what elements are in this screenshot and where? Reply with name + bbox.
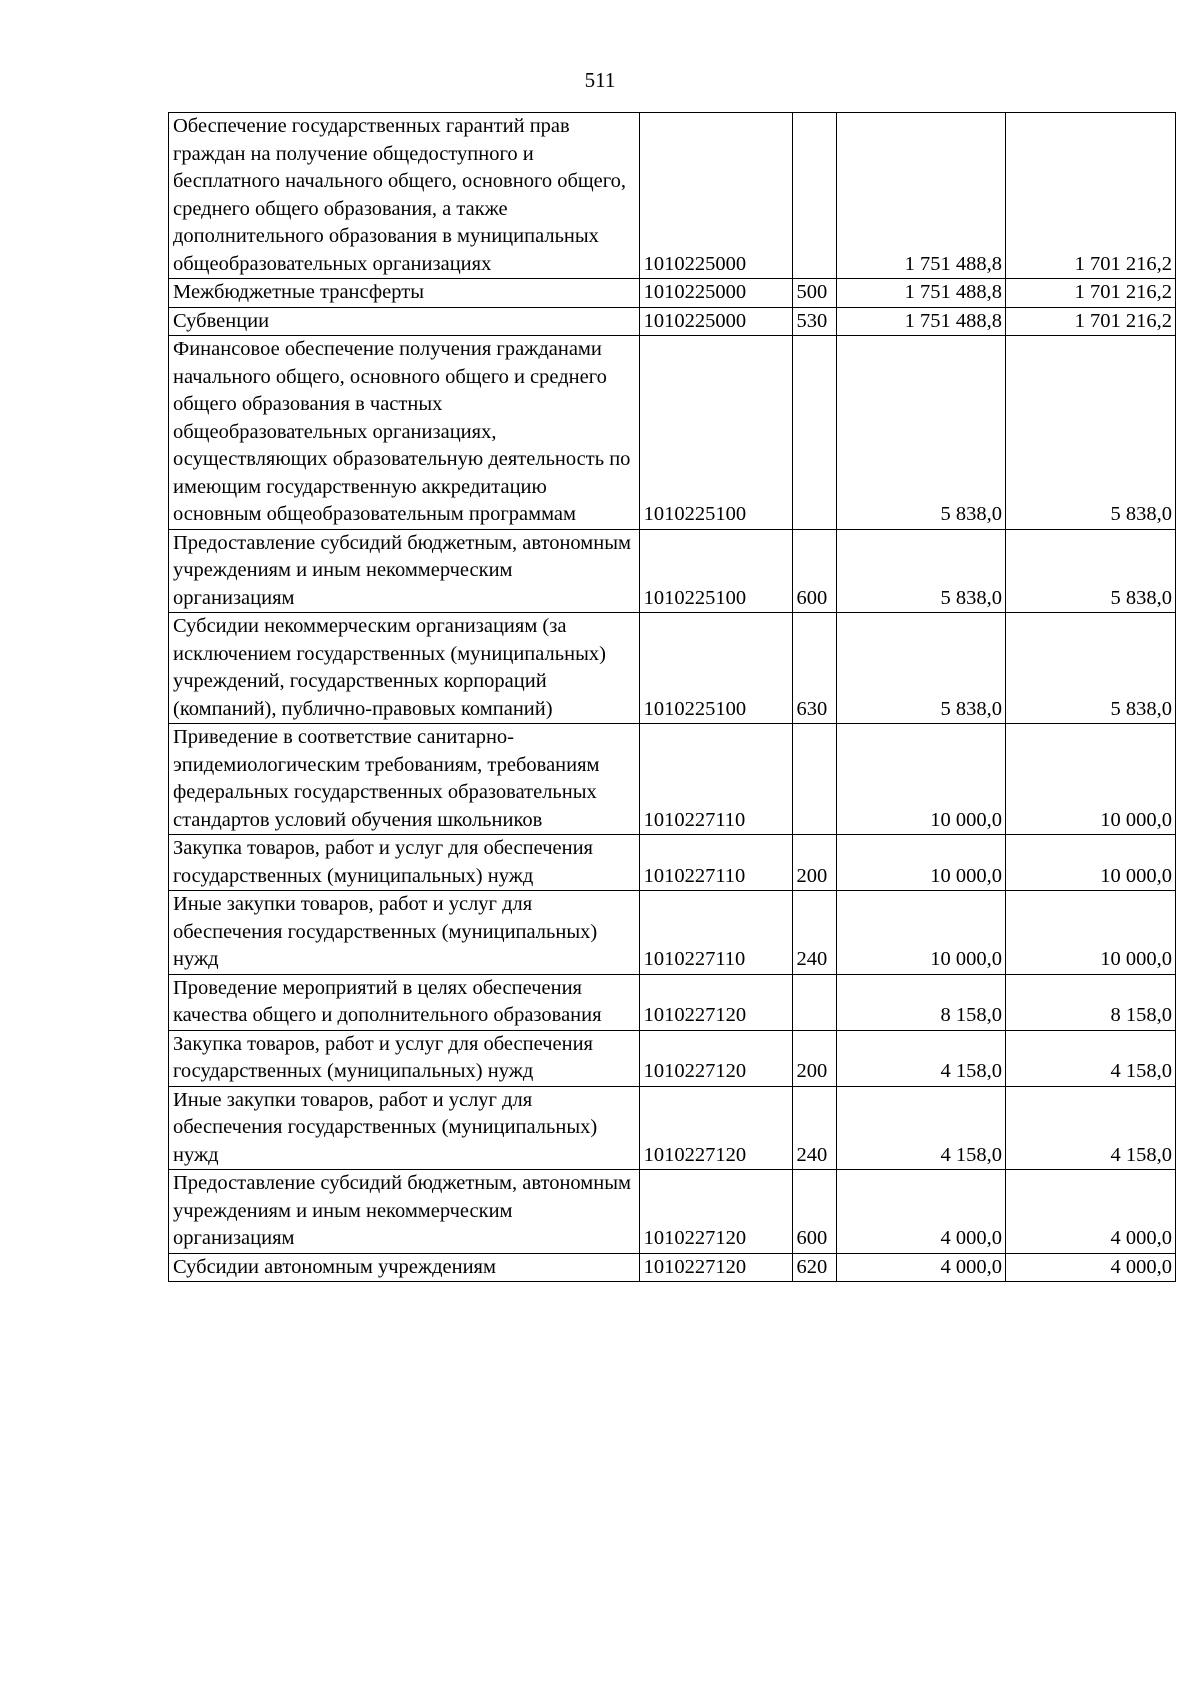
- row-name: Субсидии некоммерческим организациям (за исключением государственных (муниципальных) учреждений, государственных корпораций (компаний), публично-правовых компаний): [169, 613, 640, 724]
- amount-year2: 5 838,0: [1006, 613, 1176, 724]
- expense-type-code: [792, 113, 837, 279]
- row-name: Предоставление субсидий бюджетным, автономным учреждениям и иным некоммерческим организациям: [169, 529, 640, 613]
- table-row: [169, 279, 1176, 308]
- target-article-code: 1010225000: [639, 307, 792, 336]
- row-name: Субсидии автономным учреждениям: [169, 1253, 640, 1282]
- expense-type-code: 620: [792, 1253, 837, 1282]
- target-article-code: 1010227110: [639, 891, 792, 975]
- amount-year2: 1 701 216,2: [1006, 279, 1176, 308]
- target-article-code: 1010225100: [639, 336, 792, 530]
- amount-year1: 4 000,0: [837, 1170, 1006, 1254]
- target-article-code: 1010225000: [639, 279, 792, 308]
- table-row: [169, 613, 1176, 724]
- amount-year1: 5 838,0: [837, 336, 1006, 530]
- amount-year2: 8 158,0: [1006, 974, 1176, 1030]
- table-row: [169, 724, 1176, 835]
- row-name: Предоставление субсидий бюджетным, автономным учреждениям и иным некоммерческим организациям: [169, 1170, 640, 1254]
- row-name: Иные закупки товаров, работ и услуг для обеспечения государственных (муниципальных) нужд: [169, 891, 640, 975]
- target-article-code: 1010225100: [639, 613, 792, 724]
- amount-year2: 4 000,0: [1006, 1253, 1176, 1282]
- target-article-code: 1010227120: [639, 974, 792, 1030]
- amount-year2: 4 158,0: [1006, 1086, 1176, 1170]
- amount-year1: 5 838,0: [837, 529, 1006, 613]
- expense-type-code: 600: [792, 1170, 837, 1254]
- expense-type-code: 530: [792, 307, 837, 336]
- table-row: [169, 835, 1176, 891]
- table-row: [169, 1030, 1176, 1086]
- row-name: Иные закупки товаров, работ и услуг для обеспечения государственных (муниципальных) нужд: [169, 1086, 640, 1170]
- row-name: Закупка товаров, работ и услуг для обеспечения государственных (муниципальных) нужд: [169, 1030, 640, 1086]
- amount-year1: 1 751 488,8: [837, 279, 1006, 308]
- amount-year2: 10 000,0: [1006, 835, 1176, 891]
- target-article-code: 1010227120: [639, 1170, 792, 1254]
- target-article-code: 1010227120: [639, 1086, 792, 1170]
- table-row: [169, 974, 1176, 1030]
- row-name: Межбюджетные трансферты: [169, 279, 640, 308]
- table-row: [169, 1253, 1176, 1282]
- table-row: [169, 891, 1176, 975]
- budget-table: [168, 112, 1176, 1282]
- row-name: Приведение в соответствие санитарно-эпидемиологическим требованиям, требованиям федеральных государственных образовательных стандартов условий обучения школьников: [169, 724, 640, 835]
- row-name: Субвенции: [169, 307, 640, 336]
- row-name: Финансовое обеспечение получения гражданами начального общего, основного общего и среднего общего образования в частных общеобразовательных организациях, осуществляющих образовательную деятельность по имеющим государственную аккредитацию основным общеобразовательным программам: [169, 336, 640, 530]
- amount-year2: 4 158,0: [1006, 1030, 1176, 1086]
- expense-type-code: 240: [792, 1086, 837, 1170]
- amount-year1: 1 751 488,8: [837, 307, 1006, 336]
- table-row: [169, 529, 1176, 613]
- table-row: [169, 336, 1176, 530]
- expense-type-code: 200: [792, 1030, 837, 1086]
- amount-year1: 5 838,0: [837, 613, 1006, 724]
- table-row: [169, 1086, 1176, 1170]
- amount-year1: 10 000,0: [837, 891, 1006, 975]
- amount-year2: 10 000,0: [1006, 891, 1176, 975]
- amount-year1: 4 158,0: [837, 1030, 1006, 1086]
- row-name: Закупка товаров, работ и услуг для обеспечения государственных (муниципальных) нужд: [169, 835, 640, 891]
- amount-year2: 1 701 216,2: [1006, 307, 1176, 336]
- amount-year1: 10 000,0: [837, 835, 1006, 891]
- amount-year2: 5 838,0: [1006, 529, 1176, 613]
- expense-type-code: 200: [792, 835, 837, 891]
- expense-type-code: 600: [792, 529, 837, 613]
- expense-type-code: [792, 974, 837, 1030]
- row-name: Обеспечение государственных гарантий прав граждан на получение общедоступного и бесплатного начального общего, основного общего, среднего общего образования, а также дополнительного образования в муниципальных общеобразовательных организациях: [169, 113, 640, 279]
- target-article-code: 1010227110: [639, 835, 792, 891]
- amount-year2: 10 000,0: [1006, 724, 1176, 835]
- expense-type-code: 500: [792, 279, 837, 308]
- target-article-code: 1010225000: [639, 113, 792, 279]
- table-row: [169, 113, 1176, 279]
- amount-year2: 1 701 216,2: [1006, 113, 1176, 279]
- page-number: 511: [584, 68, 616, 92]
- expense-type-code: 630: [792, 613, 837, 724]
- amount-year2: 4 000,0: [1006, 1170, 1176, 1254]
- budget-table-body: [169, 113, 1176, 1282]
- amount-year1: 1 751 488,8: [837, 113, 1006, 279]
- amount-year1: 4 158,0: [837, 1086, 1006, 1170]
- expense-type-code: [792, 336, 837, 530]
- amount-year1: 4 000,0: [837, 1253, 1006, 1282]
- table-row: [169, 1170, 1176, 1254]
- target-article-code: 1010225100: [639, 529, 792, 613]
- target-article-code: 1010227120: [639, 1030, 792, 1086]
- expense-type-code: [792, 724, 837, 835]
- table-row: [169, 307, 1176, 336]
- target-article-code: 1010227110: [639, 724, 792, 835]
- amount-year1: 8 158,0: [837, 974, 1006, 1030]
- amount-year2: 5 838,0: [1006, 336, 1176, 530]
- row-name: Проведение мероприятий в целях обеспечения качества общего и дополнительного образования: [169, 974, 640, 1030]
- expense-type-code: 240: [792, 891, 837, 975]
- target-article-code: 1010227120: [639, 1253, 792, 1282]
- amount-year1: 10 000,0: [837, 724, 1006, 835]
